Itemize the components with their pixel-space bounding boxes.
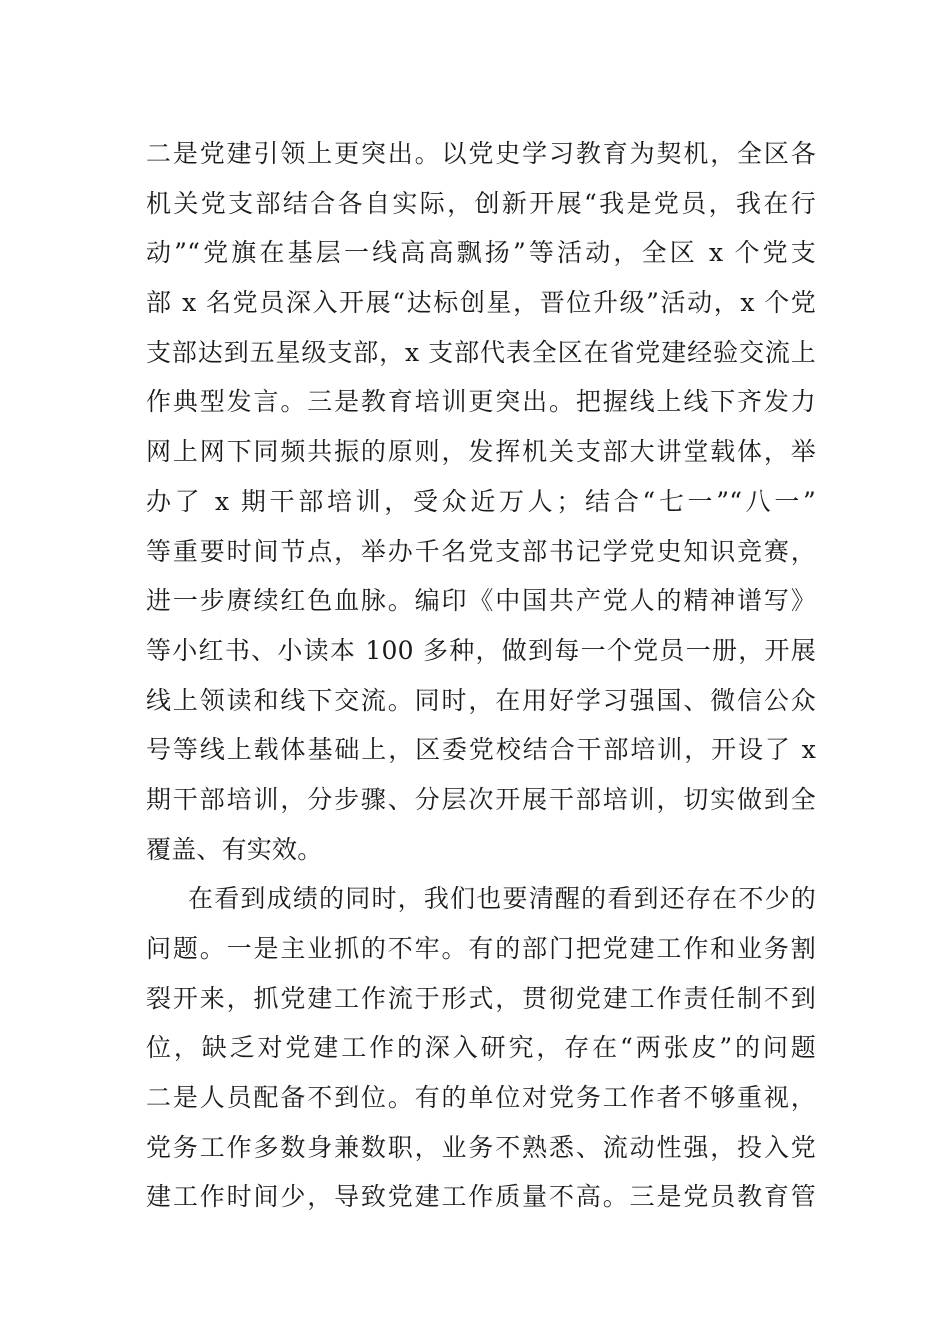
body-text: [146, 129, 816, 1222]
text-line: 线上领读和线下交流。同时，在用好学习强国、微信公众: [146, 685, 816, 715]
text-line: 部 x 名党员深入开展“达标创星，晋位升级”活动，x 个党: [146, 288, 816, 318]
text-line: 进一步赓续红色血脉。编印《中国共产党人的精神谱写》: [146, 586, 816, 616]
text-line: 作典型发言。三是教育培训更突出。把握线上线下齐发力: [146, 387, 816, 417]
text-line: 建工作时间少，导致党建工作质量不高。三是党员教育管: [146, 1182, 816, 1212]
text-line: 位，缺乏对党建工作的深入研究，存在“两张皮”的问题: [146, 1033, 816, 1063]
text-line: 裂开来，抓党建工作流于形式，贯彻党建工作责任制不到: [146, 983, 816, 1013]
text-line: 党务工作多数身兼数职，业务不熟悉、流动性强，投入党: [146, 1132, 816, 1162]
text-line: 支部达到五星级支部，x 支部代表全区在省党建经验交流上: [146, 337, 816, 367]
text-line: 网上网下同频共振的原则，发挥机关支部大讲堂载体，举: [146, 437, 816, 467]
text-line: 机关党支部结合各自实际，创新开展“我是党员，我在行: [146, 188, 816, 218]
text-line: 期干部培训，分步骤、分层次开展干部培训，切实做到全: [146, 784, 816, 814]
text-line: 二是人员配备不到位。有的单位对党务工作者不够重视，: [146, 1083, 816, 1113]
text-line: 覆盖、有实效。: [146, 834, 323, 864]
text-line: 动”“党旗在基层一线高高飘扬”等活动，全区 x 个党支: [146, 238, 816, 268]
text-line: 办了 x 期干部培训，受众近万人；结合“七一”“八一”: [146, 486, 816, 516]
text-line: 等小红书、小读本 100 多种，做到每一个党员一册，开展: [146, 635, 816, 665]
text-line: 号等线上载体基础上，区委党校结合干部培训，开设了 x: [146, 735, 816, 765]
text-line: 问题。一是主业抓的不牢。有的部门把党建工作和业务割: [146, 934, 816, 963]
text-line: 等重要时间节点，举办千名党支部书记学党史知识竞赛，: [146, 536, 816, 566]
text-line: 在看到成绩的同时，我们也要清醒的看到还存在不少的: [188, 884, 816, 914]
text-line: 二是党建引领上更突出。以党史学习教育为契机，全区各: [146, 139, 816, 168]
